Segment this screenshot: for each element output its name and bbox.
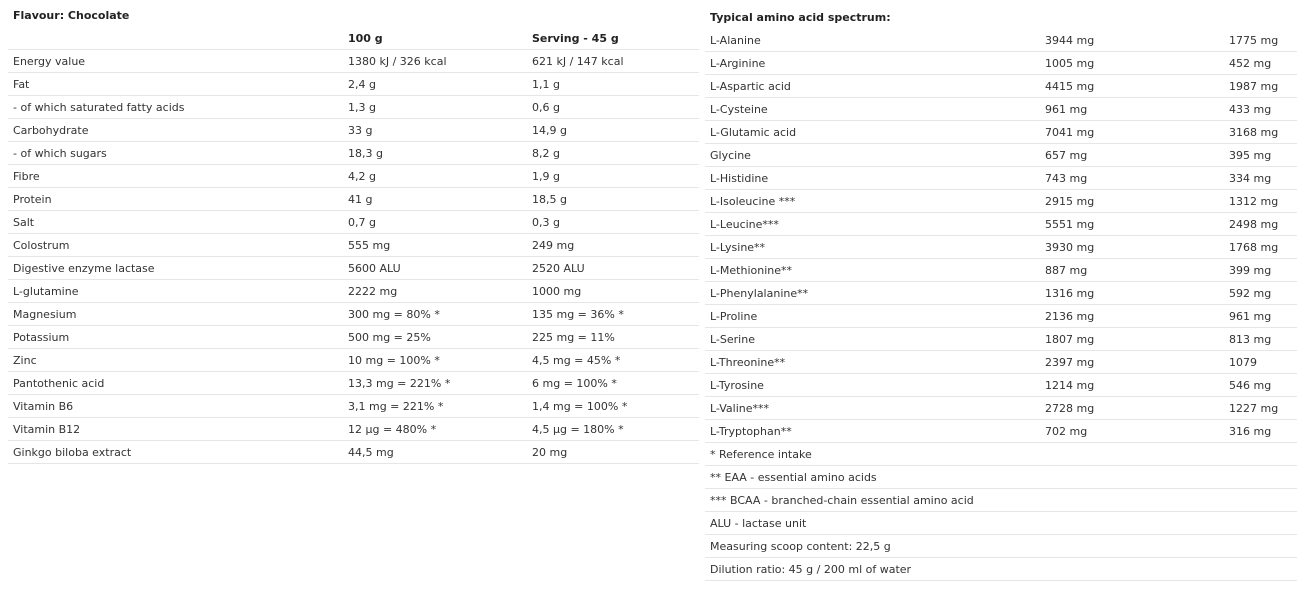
- table-row: [8, 441, 699, 464]
- amino-value-serving: 961 mg: [1224, 305, 1297, 328]
- amino-value-serving: 1312 mg: [1224, 190, 1297, 213]
- footnote: *** BCAA - branched-chain essential amino acid: [705, 489, 1297, 512]
- value-per-100g: 10 mg = 100% *: [343, 349, 527, 372]
- amino-acid-name: L-Serine: [705, 328, 1040, 351]
- value-per-100g: 44,5 mg: [343, 441, 527, 464]
- amino-value-serving: 399 mg: [1224, 259, 1297, 282]
- amino-acid-name: L-Methionine**: [705, 259, 1040, 282]
- nutrient-name: Protein: [8, 188, 343, 211]
- value-per-100g: 2,4 g: [343, 73, 527, 96]
- amino-value-100g: 3930 mg: [1040, 236, 1224, 259]
- table-row: [705, 305, 1297, 328]
- amino-value-serving: 334 mg: [1224, 167, 1297, 190]
- column-header: Serving - 45 g: [527, 27, 699, 50]
- nutrition-table: [8, 27, 699, 464]
- value-per-100g: 4,2 g: [343, 165, 527, 188]
- amino-value-serving: 395 mg: [1224, 144, 1297, 167]
- value-per-100g: 0,7 g: [343, 211, 527, 234]
- amino-acid-name: L-Lysine**: [705, 236, 1040, 259]
- amino-value-100g: 1214 mg: [1040, 374, 1224, 397]
- nutrient-name: Colostrum: [8, 234, 343, 257]
- nutrient-name: - of which sugars: [8, 142, 343, 165]
- value-per-100g: 3,1 mg = 221% *: [343, 395, 527, 418]
- amino-acid-name: L-Threonine**: [705, 351, 1040, 374]
- value-per-100g: 13,3 mg = 221% *: [343, 372, 527, 395]
- table-row: [8, 418, 699, 441]
- amino-value-serving: 546 mg: [1224, 374, 1297, 397]
- value-per-100g: 33 g: [343, 119, 527, 142]
- amino-acid-name: L-Phenylalanine**: [705, 282, 1040, 305]
- amino-value-serving: 3168 mg: [1224, 121, 1297, 144]
- nutrient-name: Magnesium: [8, 303, 343, 326]
- amino-value-100g: 961 mg: [1040, 98, 1224, 121]
- amino-value-serving: 1987 mg: [1224, 75, 1297, 98]
- amino-value-serving: 1775 mg: [1224, 29, 1297, 52]
- amino-value-serving: 1227 mg: [1224, 397, 1297, 420]
- amino-acid-name: L-Aspartic acid: [705, 75, 1040, 98]
- amino-acid-name: L-Tyrosine: [705, 374, 1040, 397]
- note-row: [705, 558, 1297, 581]
- table-row: [8, 257, 699, 280]
- value-per-100g: 300 mg = 80% *: [343, 303, 527, 326]
- amino-acid-name: L-Arginine: [705, 52, 1040, 75]
- value-per-100g: 41 g: [343, 188, 527, 211]
- nutrient-name: L-glutamine: [8, 280, 343, 303]
- table-row: [705, 121, 1297, 144]
- value-per-100g: 18,3 g: [343, 142, 527, 165]
- table-row: [705, 351, 1297, 374]
- table-row: [8, 165, 699, 188]
- amino-value-100g: 657 mg: [1040, 144, 1224, 167]
- footnote: * Reference intake: [705, 443, 1297, 466]
- nutrient-name: Salt: [8, 211, 343, 234]
- amino-acid-name: L-Valine***: [705, 397, 1040, 420]
- column-header: 100 g: [343, 27, 527, 50]
- amino-table: [705, 29, 1297, 581]
- amino-value-100g: 3944 mg: [1040, 29, 1224, 52]
- value-per-serving: 20 mg: [527, 441, 699, 464]
- value-per-serving: 18,5 g: [527, 188, 699, 211]
- note-row: [705, 489, 1297, 512]
- amino-value-100g: 7041 mg: [1040, 121, 1224, 144]
- table-row: [8, 326, 699, 349]
- footnote: ALU - lactase unit: [705, 512, 1297, 535]
- nutrient-name: Digestive enzyme lactase: [8, 257, 343, 280]
- nutrient-name: Ginkgo biloba extract: [8, 441, 343, 464]
- table-row: [8, 372, 699, 395]
- table-row: [705, 144, 1297, 167]
- amino-acid-name: L-Histidine: [705, 167, 1040, 190]
- nutrient-name: Vitamin B6: [8, 395, 343, 418]
- value-per-serving: 0,3 g: [527, 211, 699, 234]
- footnote: ** EAA - essential amino acids: [705, 466, 1297, 489]
- note-row: [705, 466, 1297, 489]
- amino-value-100g: 1316 mg: [1040, 282, 1224, 305]
- value-per-serving: 1,1 g: [527, 73, 699, 96]
- nutrient-name: - of which saturated fatty acids: [8, 96, 343, 119]
- value-per-100g: 555 mg: [343, 234, 527, 257]
- value-per-serving: 14,9 g: [527, 119, 699, 142]
- amino-value-100g: 887 mg: [1040, 259, 1224, 282]
- amino-value-serving: 2498 mg: [1224, 213, 1297, 236]
- table-row: [705, 236, 1297, 259]
- nutrient-name: Vitamin B12: [8, 418, 343, 441]
- table-row: [8, 303, 699, 326]
- table-row: [705, 190, 1297, 213]
- amino-value-100g: 1005 mg: [1040, 52, 1224, 75]
- table-row: [8, 73, 699, 96]
- footnote: Measuring scoop content: 22,5 g: [705, 535, 1297, 558]
- amino-value-100g: 5551 mg: [1040, 213, 1224, 236]
- nutrient-name: Zinc: [8, 349, 343, 372]
- table-row: [705, 420, 1297, 443]
- value-per-serving: 225 mg = 11%: [527, 326, 699, 349]
- value-per-serving: 4,5 µg = 180% *: [527, 418, 699, 441]
- amino-value-serving: 316 mg: [1224, 420, 1297, 443]
- table-row: [8, 188, 699, 211]
- table-row: [705, 259, 1297, 282]
- table-row: [8, 234, 699, 257]
- value-per-serving: 4,5 mg = 45% *: [527, 349, 699, 372]
- nutrition-panel: [8, 0, 699, 464]
- nutrient-name: Potassium: [8, 326, 343, 349]
- nutrient-name: Fibre: [8, 165, 343, 188]
- table-row: [8, 50, 699, 73]
- nutrient-name: Energy value: [8, 50, 343, 73]
- footnote: Dilution ratio: 45 g / 200 ml of water: [705, 558, 1297, 581]
- table-header-row: [8, 27, 699, 50]
- value-per-serving: 621 kJ / 147 kcal: [527, 50, 699, 73]
- amino-value-serving: 1768 mg: [1224, 236, 1297, 259]
- value-per-serving: 2520 ALU: [527, 257, 699, 280]
- amino-acid-name: L-Alanine: [705, 29, 1040, 52]
- amino-title: Typical amino acid spectrum:: [710, 11, 891, 24]
- table-row: [705, 397, 1297, 420]
- amino-acid-name: L-Glutamic acid: [705, 121, 1040, 144]
- amino-value-100g: 4415 mg: [1040, 75, 1224, 98]
- amino-acid-name: L-Tryptophan**: [705, 420, 1040, 443]
- note-row: [705, 443, 1297, 466]
- table-row: [705, 29, 1297, 52]
- table-row: [8, 395, 699, 418]
- table-row: [705, 52, 1297, 75]
- table-row: [8, 349, 699, 372]
- amino-value-100g: 702 mg: [1040, 420, 1224, 443]
- table-row: [705, 282, 1297, 305]
- nutrition-title: Flavour: Chocolate: [13, 9, 130, 22]
- table-row: [705, 75, 1297, 98]
- amino-acid-name: L-Leucine***: [705, 213, 1040, 236]
- table-row: [8, 96, 699, 119]
- amino-value-100g: 2728 mg: [1040, 397, 1224, 420]
- value-per-serving: 249 mg: [527, 234, 699, 257]
- table-row: [705, 328, 1297, 351]
- value-per-100g: 2222 mg: [343, 280, 527, 303]
- value-per-100g: 500 mg = 25%: [343, 326, 527, 349]
- value-per-serving: 1000 mg: [527, 280, 699, 303]
- amino-panel: [705, 0, 1297, 581]
- amino-value-100g: 2915 mg: [1040, 190, 1224, 213]
- note-row: [705, 512, 1297, 535]
- value-per-serving: 1,9 g: [527, 165, 699, 188]
- amino-acid-name: L-Isoleucine ***: [705, 190, 1040, 213]
- amino-acid-name: L-Cysteine: [705, 98, 1040, 121]
- table-row: [8, 119, 699, 142]
- value-per-100g: 1380 kJ / 326 kcal: [343, 50, 527, 73]
- value-per-serving: 6 mg = 100% *: [527, 372, 699, 395]
- value-per-serving: 0,6 g: [527, 96, 699, 119]
- value-per-100g: 5600 ALU: [343, 257, 527, 280]
- table-row: [705, 374, 1297, 397]
- amino-value-serving: 433 mg: [1224, 98, 1297, 121]
- amino-value-serving: 452 mg: [1224, 52, 1297, 75]
- value-per-serving: 8,2 g: [527, 142, 699, 165]
- amino-value-serving: 1079: [1224, 351, 1297, 374]
- table-row: [705, 167, 1297, 190]
- value-per-serving: 1,4 mg = 100% *: [527, 395, 699, 418]
- table-row: [8, 280, 699, 303]
- value-per-serving: 135 mg = 36% *: [527, 303, 699, 326]
- amino-acid-name: Glycine: [705, 144, 1040, 167]
- amino-value-100g: 2136 mg: [1040, 305, 1224, 328]
- column-header: [8, 27, 343, 50]
- table-row: [705, 213, 1297, 236]
- table-row: [8, 211, 699, 234]
- table-row: [705, 98, 1297, 121]
- amino-value-serving: 592 mg: [1224, 282, 1297, 305]
- nutrient-name: Fat: [8, 73, 343, 96]
- value-per-100g: 12 µg = 480% *: [343, 418, 527, 441]
- value-per-100g: 1,3 g: [343, 96, 527, 119]
- table-row: [8, 142, 699, 165]
- amino-value-100g: 743 mg: [1040, 167, 1224, 190]
- amino-value-100g: 2397 mg: [1040, 351, 1224, 374]
- amino-value-100g: 1807 mg: [1040, 328, 1224, 351]
- amino-acid-name: L-Proline: [705, 305, 1040, 328]
- nutrient-name: Carbohydrate: [8, 119, 343, 142]
- amino-value-serving: 813 mg: [1224, 328, 1297, 351]
- nutrient-name: Pantothenic acid: [8, 372, 343, 395]
- note-row: [705, 535, 1297, 558]
